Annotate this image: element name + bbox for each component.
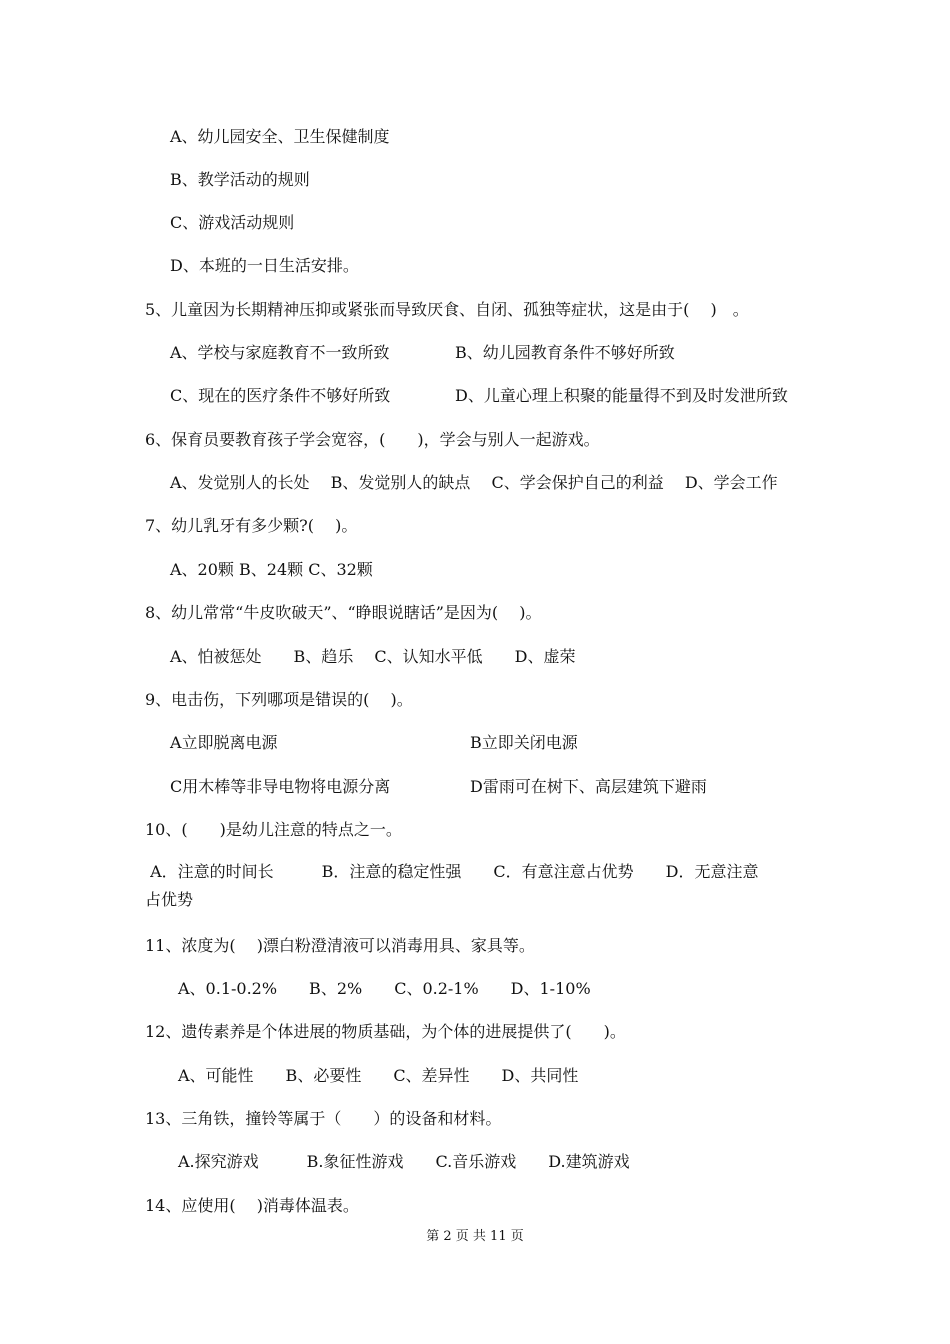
q4-option-d: D、本班的一日生活安排。 [170, 256, 359, 275]
question-11: 11、浓度为( )漂白粉澄清液可以消毒用具、家具等。 [145, 936, 535, 955]
question-12: 12、遗传素养是个体进展的物质基础，为个体的进展提供了( )。 [145, 1022, 626, 1041]
q9-option-d: D雷雨可在树下、高层建筑下避雨 [470, 777, 707, 796]
q5-option-d: D、儿童心理上积聚的能量得不到及时发泄所致 [455, 386, 788, 405]
q13-options: A.探究游戏 B.象征性游戏 C.音乐游戏 D.建筑游戏 [178, 1152, 630, 1171]
question-5: 5、儿童因为长期精神压抑或紧张而导致厌食、自闭、孤独等症状，这是由于( ) 。 [145, 300, 749, 319]
question-7: 7、幼儿乳牙有多少颗?( )。 [145, 516, 358, 535]
q11-options: A、0.1-0.2% B、2% C、0.2-1% D、1-10% [178, 979, 591, 998]
q4-option-c: C、游戏活动规则 [170, 213, 295, 232]
q7-options: A、20颗 B、24颗 C、32颗 [170, 560, 373, 579]
page-footer: 第 2 页 共 11 页 [426, 1229, 524, 1244]
q5-option-a: A、学校与家庭教育不一致所致 [170, 343, 390, 362]
q9-option-c: C用木棒等非导电物将电源分离 [170, 777, 391, 796]
q5-option-b: B、幼儿园教育条件不够好所致 [455, 343, 675, 362]
question-14: 14、应使用( )消毒体温表。 [145, 1196, 359, 1215]
q12-options: A、可能性 B、必要性 C、差异性 D、共同性 [178, 1066, 579, 1085]
q6-options: A、发觉别人的长处 B、发觉别人的缺点 C、学会保护自己的利益 D、学会工作 [170, 473, 778, 492]
q4-option-a: A、幼儿园安全、卫生保健制度 [170, 127, 390, 146]
q10-options: A．注意的时间长 B．注意的稳定性强 C．有意注意占优势 D．无意注意 占优势 [145, 862, 759, 909]
question-9: 9、电击伤，下列哪项是错误的( )。 [145, 690, 413, 709]
q8-options: A、怕被惩处 B、趋乐 C、认知水平低 D、虚荣 [170, 647, 576, 666]
question-8: 8、幼儿常常“牛皮吹破天”、“睁眼说瞎话”是因为( )。 [145, 603, 542, 622]
question-6: 6、保育员要教育孩子学会宽容，( )，学会与别人一起游戏。 [145, 430, 600, 449]
q9-option-a: A立即脱离电源 [170, 733, 278, 752]
q5-option-c: C、现在的医疗条件不够好所致 [170, 386, 391, 405]
question-13: 13、三角铁，撞铃等属于（ ）的设备和材料。 [145, 1109, 502, 1128]
q9-option-b: B立即关闭电源 [470, 733, 578, 752]
q4-option-b: B、教学活动的规则 [170, 170, 310, 189]
question-10: 10、( )是幼儿注意的特点之一。 [145, 820, 402, 839]
